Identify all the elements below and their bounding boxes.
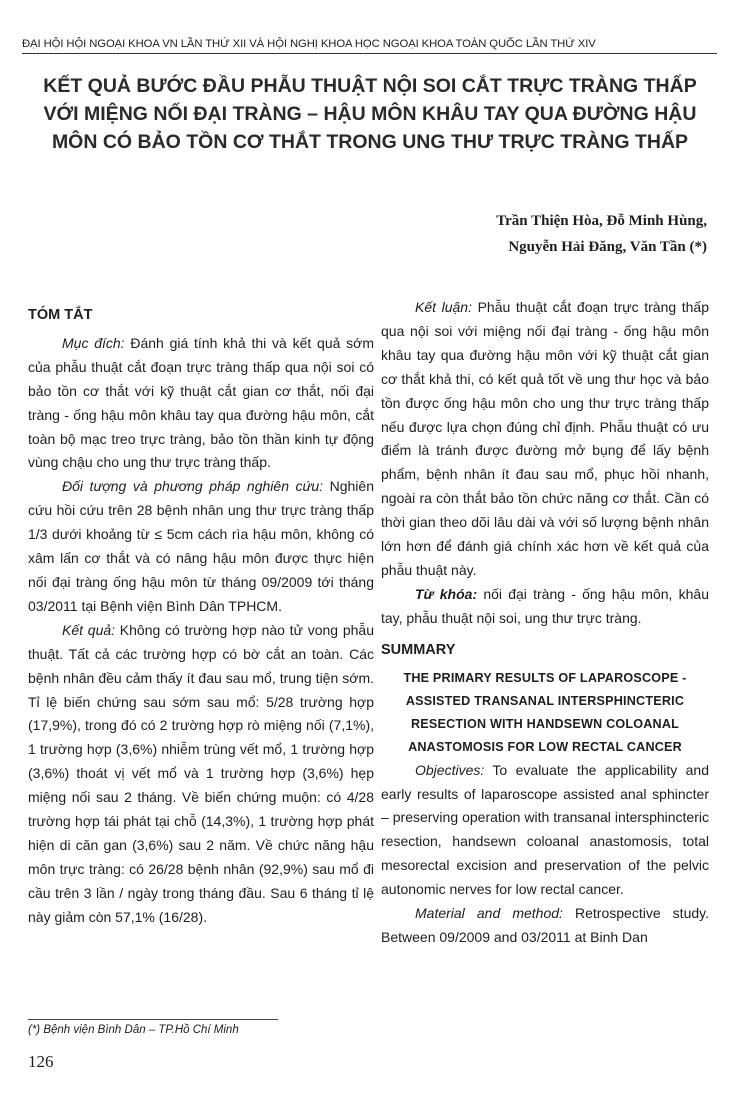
- purpose-label: Mục đích:: [62, 334, 125, 351]
- summary-heading: SUMMARY: [381, 641, 456, 658]
- objectives-text: To evaluate the applicability and early results of laparoscope assisted anal sphincter – preserving operation with transanal intersphincteric resection, handsewn coloanal anastomosis, total mesorectal excision and preservation of the pelvic autonomic nerves for low rectal cancer.: [381, 761, 709, 898]
- conclusion-label: Kết luận:: [415, 299, 472, 315]
- article-title: KẾT QUẢ BƯỚC ĐẦU PHẪU THUẬT NỘI SOI CẮT TRỰC TRÀNG THẤP VỚI MIỆNG NỐI ĐẠI TRÀNG – HẬU MÔN KHÂU TAY QUA ĐƯỜNG HẬU MÔN CÓ BẢO TỒN CƠ THẮT TRONG UNG THƯ TRỰC TRÀNG THẤP: [43, 75, 697, 153]
- purpose-text: Đánh giá tính khả thi và kết quả sớm của phẫu thuật cắt đoạn trực tràng thấp qua nội soi có bảo tồn cơ thắt với kỹ thuật cắt gian cơ thắt, nối đại tràng - ống hậu môn khâu tay qua đường hậu môn, cắt toàn bộ mạc treo trực tràng, bảo tồn thần kinh tự động vùng chậu cho ung thư trực tràng thấp.: [28, 334, 374, 471]
- methods-text: Nghiên cứu hồi cứu trên 28 bệnh nhân ung thư trực tràng thấp 1/3 dưới khoảng từ ≤ 5cm cách rìa hậu môn, không có xâm lấn cơ thắt và có nâng hậu môn được thực hiện nối đại tràng ống hậu môn từ tháng 09/2009 tới tháng 03/2011 tại Bệnh viện Bình Dân TPHCM.: [28, 478, 374, 614]
- method-paragraph: [381, 902, 709, 950]
- running-header: ĐẠI HỘI HỘI NGOẠI KHOA VN LẦN THỨ XII VÀ HỘI NGHỊ KHOA HỌC NGOẠI KHOA TOÀN QUỐC LẦN THỨ XIV: [22, 38, 717, 54]
- method-label: Material and method:: [415, 905, 563, 922]
- keywords-text: nối đại tràng - ống hậu môn, khâu tay, phẫu thuật nội soi, ung thư trực tràng.: [381, 585, 709, 626]
- summary-title: THE PRIMARY RESULTS OF LAPAROSCOPE - ASSISTED TRANSANAL INTERSPHINCTERIC RESECTION WITH HANDSEWN COLOANAL ANASTOMOSIS FOR LOW RECTAL CANCER: [403, 670, 687, 754]
- left-column: [28, 296, 374, 930]
- abstract-heading: TÓM TẮT: [28, 307, 93, 323]
- page-number: 126: [28, 1052, 54, 1071]
- objectives-paragraph: [381, 759, 709, 902]
- methods-label: Đối tượng và phương pháp nghiên cứu:: [62, 478, 324, 495]
- methods-paragraph: [28, 475, 374, 618]
- results-label: Kết quả:: [62, 621, 116, 638]
- footnote: (*) Bệnh viện Bình Dân – TP.Hồ Chí Minh: [28, 1024, 239, 1036]
- right-column: [381, 296, 709, 950]
- purpose-paragraph: [28, 332, 374, 475]
- authors-block: [496, 208, 707, 260]
- results-paragraph: [28, 619, 374, 930]
- footnote-divider: [28, 1019, 278, 1020]
- objectives-label: Objectives:: [415, 761, 485, 778]
- conclusion-paragraph: [381, 296, 709, 583]
- method-text: Retrospective study. Between 09/2009 and 03/2011 at Binh Dan: [381, 905, 709, 945]
- authors-line-2: Nguyễn Hải Đăng, Văn Tần (*): [508, 239, 707, 255]
- conclusion-text: Phẫu thuật cắt đoạn trực tràng thấp qua nội soi với miệng nối đại tràng - ống hậu môn khâu tay qua đường hậu môn với kỹ thuật cắt gian cơ thắt khả thi, có kết quả tốt về ung thư học và bảo tồn được ống hậu môn cho ung thư trực tràng thấp nếu được lựa chọn đúng chỉ định. Phẫu thuật có ưu điểm là tránh được đường mở bụng để lấy bệnh phẩm, bệnh nhân ít đau sau mổ, phục hồi nhanh, ngoài ra còn thắt bảo tồn chức năng cơ thắt. Cần có thời gian theo dõi lâu dài và với số lượng bệnh nhân lớn hơn để đánh giá chính xác hơn về kết quả của phẫu thuật này.: [381, 299, 709, 578]
- keywords-label: Từ khóa:: [415, 585, 478, 602]
- authors-line-1: Trần Thiện Hòa, Đỗ Minh Hùng,: [496, 213, 707, 229]
- results-text: Không có trường hợp nào tử vong phẫu thuật. Tất cả các trường hợp có bờ cắt an toàn. Các bệnh nhân đều cảm thấy ít đau sau mổ, trung tiện sớm. Tỉ lệ biến chứng sau sớm sau mổ: 5/28 trường hợp (17,9%), trong đó có 2 trường hợp rò miệng nối (7,1%), 1 trường hợp (3,6%) nhiễm trùng vết mổ, 1 trường hợp (3,6%) thoát vị vết mổ và 1 trường hợp (3,6%) hẹp miệng nối sau 2 tháng. Về biến chứng muộn: có 4/28 trường hợp tái phát tại chỗ (14,3%), 1 trường hợp phát hiện di căn gan (3,6%) sau 2 năm. Về chức năng hậu môn trực tràng: có 26/28 bệnh nhân (92,9%) sau mổ đi cầu trên 3 lần / ngày trong tháng đầu. Sau 6 tháng tỉ lệ này giảm còn 57,1% (16/28).: [28, 621, 374, 925]
- keywords-paragraph: [381, 583, 709, 631]
